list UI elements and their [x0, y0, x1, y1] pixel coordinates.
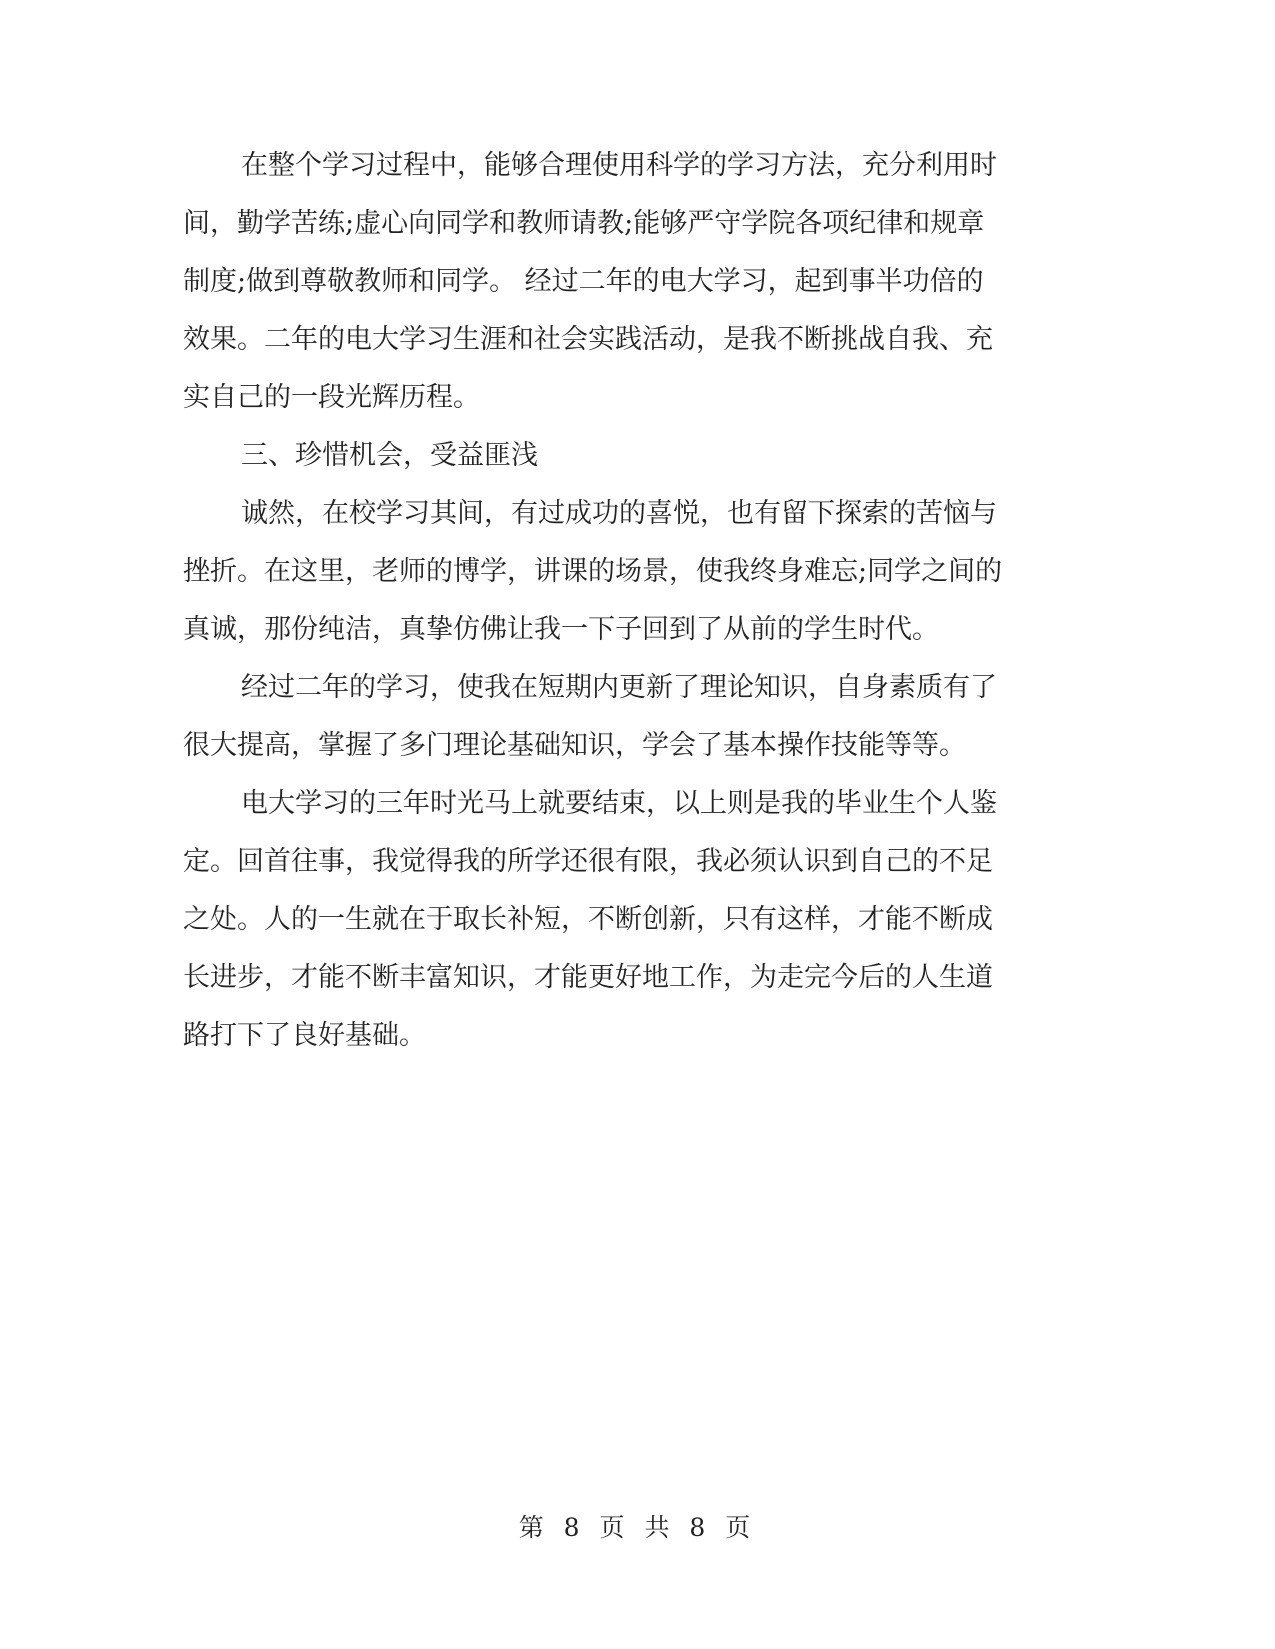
paragraph-line: 效果。二年的电大学习生涯和社会实践活动，是我不断挑战自我、充 — [183, 324, 993, 355]
paragraph-line: 路打下了良好基础。 — [183, 1020, 426, 1051]
paragraph-line: 诚然，在校学习其间，有过成功的喜悦，也有留下探索的苦恼与 — [241, 498, 997, 529]
document-body — [183, 137, 1033, 1065]
paragraph-line: 电大学习的三年时光马上就要结束，以上则是我的毕业生个人鉴 — [241, 788, 997, 819]
paragraph-line: 长进步，才能不断丰富知识，才能更好地工作，为走完今后的人生道 — [183, 962, 993, 993]
paragraph-line: 经过二年的学习，使我在短期内更新了理论知识，自身素质有了 — [241, 672, 997, 703]
paragraph-line: 真诚，那份纯洁，真挚仿佛让我一下子回到了从前的学生时代。 — [183, 614, 939, 645]
page-number-footer: 第 8 页 共 8 页 — [518, 1513, 757, 1542]
section-heading: 三、珍惜机会，受益匪浅 — [241, 440, 538, 471]
paragraph-line: 实自己的一段光辉历程。 — [183, 382, 480, 413]
paragraph-line: 之处。人的一生就在于取长补短，不断创新，只有这样，才能不断成 — [183, 904, 993, 935]
paragraph-line: 很大提高，掌握了多门理论基础知识，学会了基本操作技能等等。 — [183, 730, 966, 761]
paragraph-line: 在整个学习过程中，能够合理使用科学的学习方法，充分利用时 — [241, 150, 997, 181]
paragraph-line: 间，勤学苦练;虚心向同学和教师请教;能够严守学院各项纪律和规章 — [183, 208, 985, 239]
paragraph-line: 挫折。在这里，老师的博学，讲课的场景，使我终身难忘;同学之间的 — [183, 556, 1003, 587]
paragraph-line: 定。回首往事，我觉得我的所学还很有限，我必须认识到自己的不足 — [183, 846, 993, 877]
paragraph-line: 制度;做到尊敬教师和同学。 经过二年的电大学习，起到事半功倍的 — [183, 266, 984, 297]
